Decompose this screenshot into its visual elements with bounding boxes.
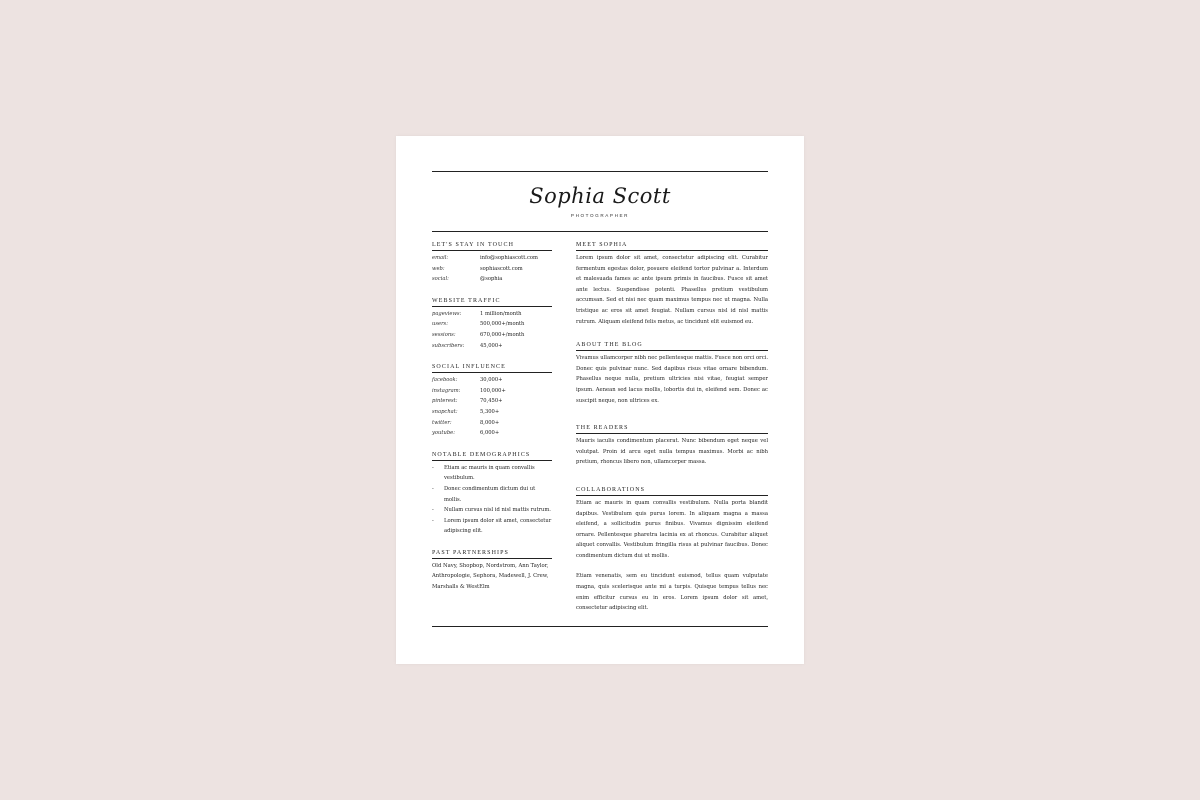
traffic-section: [432, 297, 552, 351]
social-row: [432, 428, 552, 439]
row-key: social:: [432, 276, 449, 283]
row-key: web:: [432, 265, 445, 272]
row-key: pinterest:: [432, 398, 458, 405]
bottom-divider: [432, 626, 768, 627]
blog-text: Vivamus ullamcorper nibh nec pellentesque mattis. Fusce non orci orci. Donec quis pulvinar nunc. Sed dapibus risus vitae ornare bibendum. Phasellus neque nulla, pretium ultricies nisi vitae, feugiat semper ipsum. Aenean sed lacus mollis, lobortis dui in, eleifend sem. Donec ac suscipit neque, non ultrices ex.: [576, 355, 768, 404]
row-value: 45,000+: [480, 342, 503, 349]
section-title: ABOUT THE BLOG: [576, 341, 768, 351]
section-title: MEET SOPHIA: [576, 241, 768, 251]
readers-text: Mauris iaculis condimentum placerat. Nunc bibendum eget neque vel volutpat. Proin id arcu eget nulla tempus maximus. Morbi ac nibh pretium, rhoncus libero non, ullamcorper massa.: [576, 438, 768, 466]
row-value: 500,000+/month: [480, 321, 525, 328]
subtitle-role: PHOTOGRAPHER: [570, 213, 630, 218]
list-item: - Etiam ac mauris in quam convallis vestibulum.: [432, 463, 552, 484]
social-row: [432, 418, 552, 429]
meet-text: Lorem ipsum dolor sit amet, consectetur adipiscing elit. Curabitur fermentum egestas dolor, posuere eleifend tortor pulvinar a. Interdum et malesuada fames ac ante ipsum primis in faucibus. Fusce sit amet ante lectus. Suspendisse potenti. Phasellus pretium vestibulum accumsan. Sed et nisi nec quam maximus tempus nec ut magna. Nulla tristique ac eros sit amet feugiat. Nullam cursus nisl id nisl mattis rutrum. Aliquam eleifend felis metus, ac tincidunt elit euismod eu.: [576, 255, 768, 325]
section-title: SOCIAL INFLUENCE: [432, 363, 552, 373]
row-key: sessions:: [432, 331, 456, 338]
row-key: youtube:: [432, 430, 455, 437]
social-row: [432, 396, 552, 407]
web-value[interactable]: sophiascott.com: [480, 265, 523, 272]
social-row: [432, 386, 552, 397]
row-value: 5,300+: [480, 408, 500, 415]
row-value: 30,000+: [480, 377, 503, 384]
readers-section: [576, 424, 768, 468]
list-item: - Lorem ipsum dolor sit amet, consectetur adipiscing elit.: [432, 516, 552, 537]
row-value: 100,000+: [480, 387, 506, 394]
row-key: subscribers:: [432, 342, 465, 349]
collaborations-section: [576, 486, 768, 614]
contact-row: [432, 274, 552, 285]
list-item: - Nullam cursus nisl id nisl mattis rutrum.: [432, 505, 552, 516]
section-title: NOTABLE DEMOGRAPHICS: [432, 451, 552, 461]
row-value: 70,450+: [480, 398, 503, 405]
row-value: 6,000+: [480, 430, 500, 437]
contact-section: [432, 241, 552, 285]
demographics-section: [432, 451, 552, 537]
left-column: [432, 241, 552, 605]
social-row: [432, 407, 552, 418]
collaborations-text-1: Etiam ac mauris in quam convallis vestibulum. Nulla porta blandit dapibus. Vestibulum quis purus lorem. In aliquam magna a massa eleifend, a sollicitudin purus finibus. Vivamus dignissim eleifend ornare. Pellentesque pharetra lacinia ex at rhoncus. Curabitur aliquet aliquet convallis. Vestibulum fringilla risus at pulvinar faucibus. Donec condimentum dictum dui ut mollis.: [576, 499, 768, 559]
section-title: THE READERS: [576, 424, 768, 434]
traffic-row: [432, 309, 552, 320]
collaborations-text-2: Etiam venenatis, sem eu tincidunt euismod, tellus quam vulputate magna, quis scelerisque ante mi a turpis. Quisque tempus tellus nec enim efficitur cursus eu in eros. Lorem ipsum dolor sit amet, consectetur adipiscing elit.: [576, 573, 768, 612]
social-value[interactable]: @sophia: [480, 276, 503, 283]
traffic-row: [432, 330, 552, 341]
blog-section: [576, 341, 768, 406]
section-title: LET'S STAY IN TOUCH: [432, 241, 552, 251]
social-section: [432, 363, 552, 439]
partnerships-section: [432, 549, 552, 593]
traffic-row: [432, 319, 552, 330]
social-row: [432, 375, 552, 386]
traffic-row: [432, 341, 552, 352]
row-value: 1 million/month: [480, 310, 522, 317]
row-key: twitter:: [432, 419, 452, 426]
row-value: 670,000+/month: [480, 331, 525, 338]
section-title: PAST PARTNERSHIPS: [432, 549, 552, 559]
page-title: Sophia Scott: [529, 184, 671, 208]
row-key: instagram:: [432, 387, 461, 394]
meet-section: [576, 241, 768, 327]
row-key: email:: [432, 255, 449, 261]
contact-row: [432, 253, 552, 264]
partnerships-text: Old Navy, Shopbop, Nordstrom, Ann Taylor, Anthropologie, Sephora, Madewell, J. Crew, Marshalls & WestElm: [432, 562, 549, 591]
row-value: 8,000+: [480, 419, 500, 426]
list-item: - Donec condimentum dictum dui ut mollis.: [432, 484, 552, 505]
row-key: facebook:: [432, 377, 458, 384]
top-divider: [432, 171, 768, 172]
email-value[interactable]: info@sophiascott.com: [480, 255, 538, 261]
row-key: snapchat:: [432, 408, 458, 415]
section-title: WEBSITE TRAFFIC: [432, 297, 552, 307]
contact-row: [432, 264, 552, 275]
row-key: users:: [432, 321, 448, 328]
media-kit-page: [396, 136, 804, 664]
row-key: pageviews:: [432, 310, 462, 317]
demographics-list: [432, 463, 552, 537]
header-divider: [432, 231, 768, 232]
right-column: [576, 241, 768, 628]
section-title: COLLABORATIONS: [576, 486, 768, 496]
